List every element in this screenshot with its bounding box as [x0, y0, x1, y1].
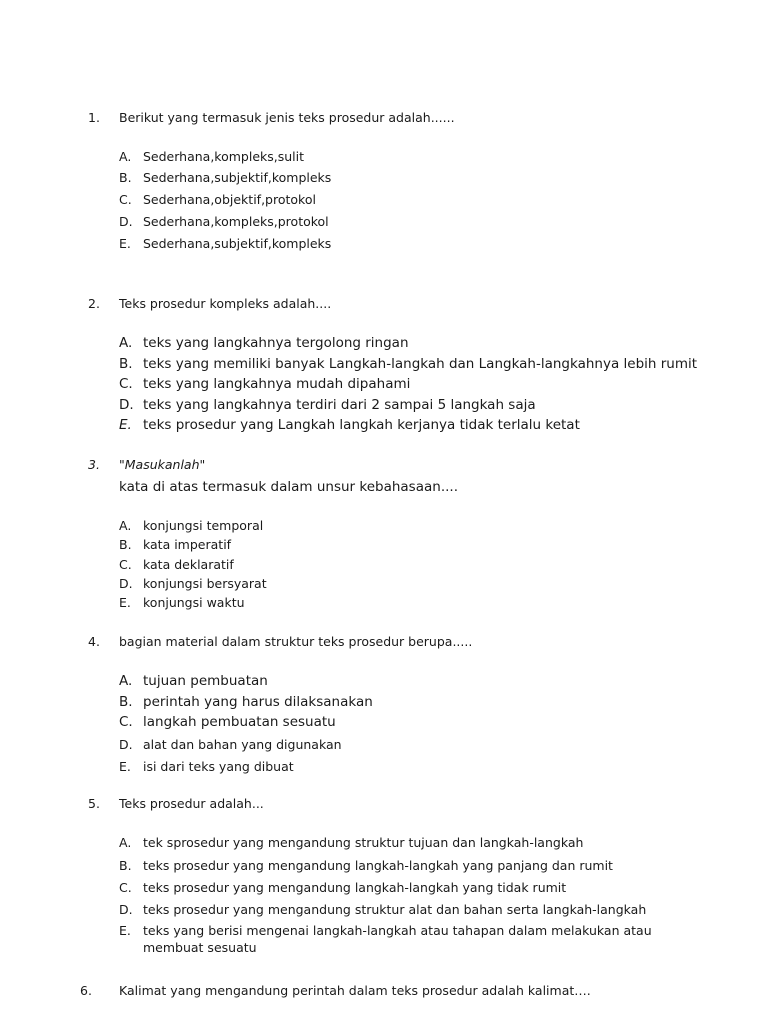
option-text: teks yang berisi mengenai langkah-langkah atau tahapan dalam melakukan atau — [143, 923, 652, 938]
question-4-option-e — [119, 759, 294, 774]
question-3-option-c — [119, 557, 234, 572]
option-letter: C. — [119, 880, 132, 895]
option-text: teks yang langkahnya terdiri dari 2 sampai 5 langkah saja — [143, 397, 536, 413]
option-text: teks yang langkahnya tergolong ringan — [143, 335, 409, 351]
option-letter: B. — [119, 356, 133, 372]
question-3-option-e — [119, 595, 245, 610]
option-letter: A. — [119, 673, 133, 689]
question-3-text: kata di atas termasuk dalam unsur kebahasaan.... — [119, 479, 458, 495]
question-3-option-d — [119, 576, 267, 591]
question-4-option-a — [119, 673, 268, 689]
question-1-option-e — [119, 236, 331, 251]
option-letter: E. — [119, 595, 131, 610]
option-letter: B. — [119, 537, 132, 552]
option-letter: B. — [119, 694, 133, 710]
option-letter: D. — [119, 397, 134, 413]
question-3-option-a — [119, 518, 263, 533]
question-6-text: Kalimat yang mengandung perintah dalam teks prosedur adalah kalimat…. — [119, 983, 591, 998]
option-text: teks prosedur yang mengandung langkah-langkah yang tidak rumit — [143, 880, 567, 895]
question-5-option-e — [119, 923, 652, 938]
option-letter: D. — [119, 902, 133, 917]
question-5-option-e-continuation: membuat sesuatu — [143, 940, 257, 955]
option-letter: E. — [119, 759, 131, 774]
option-text: konjungsi waktu — [143, 595, 245, 610]
question-4-option-d — [119, 737, 342, 752]
option-text: Sederhana,kompleks,protokol — [143, 214, 329, 229]
question-2-option-e — [119, 417, 580, 433]
question-1-option-d — [119, 214, 329, 229]
option-letter: A. — [119, 335, 133, 351]
option-text: konjungsi bersyarat — [143, 576, 267, 591]
option-letter: D. — [119, 214, 133, 229]
question-4-option-c — [119, 714, 336, 730]
option-text: kata imperatif — [143, 537, 232, 552]
option-letter: D. — [119, 576, 133, 591]
option-text: Sederhana,subjektif,kompleks — [143, 236, 332, 251]
option-text: perintah yang harus dilaksanakan — [143, 694, 373, 710]
question-6-number: 6. — [80, 983, 92, 998]
option-letter: C. — [119, 557, 132, 572]
option-letter: C. — [119, 192, 132, 207]
question-5-option-a — [119, 835, 583, 850]
question-4-text: bagian material dalam struktur teks prosedur berupa..... — [119, 634, 473, 649]
option-letter: C. — [119, 714, 133, 730]
question-5-option-c — [119, 880, 566, 895]
option-letter: A. — [119, 835, 132, 850]
question-2-number: 2. — [88, 296, 100, 311]
question-2-text: Teks prosedur kompleks adalah.... — [119, 296, 332, 311]
option-text: teks yang memiliki banyak Langkah-langkah dan Langkah-langkahnya lebih rumit — [143, 356, 698, 372]
option-text: teks prosedur yang mengandung struktur alat dan bahan serta langkah-langkah — [143, 902, 647, 917]
question-5-text: Teks prosedur adalah... — [119, 796, 264, 811]
option-text: teks prosedur yang mengandung langkah-langkah yang panjang dan rumit — [143, 858, 613, 873]
option-letter: C. — [119, 376, 133, 392]
option-text: Sederhana,subjektif,kompleks — [143, 170, 332, 185]
option-text: konjungsi temporal — [143, 518, 264, 533]
question-4-number: 4. — [88, 634, 100, 649]
option-letter: B. — [119, 170, 132, 185]
question-1-text: Berikut yang termasuk jenis teks prosedur adalah...... — [119, 110, 455, 125]
option-text: kata deklaratif — [143, 557, 234, 572]
question-2-option-b — [119, 356, 697, 372]
question-2-option-c — [119, 376, 410, 392]
question-5-number: 5. — [88, 796, 100, 811]
option-text: tek sprosedur yang mengandung struktur tujuan dan langkah-langkah — [143, 835, 584, 850]
option-text: Sederhana,objektif,protokol — [143, 192, 316, 207]
question-1-option-b — [119, 170, 331, 185]
question-5-option-b — [119, 858, 613, 873]
option-letter: E. — [119, 417, 132, 433]
option-text: teks prosedur yang Langkah langkah kerjanya tidak terlalu ketat — [143, 417, 580, 433]
question-1-option-a — [119, 149, 304, 164]
question-1-number: 1. — [88, 110, 100, 125]
option-text: teks yang langkahnya mudah dipahami — [143, 376, 411, 392]
question-5-option-d — [119, 902, 646, 917]
option-text: alat dan bahan yang digunakan — [143, 737, 342, 752]
option-letter: A. — [119, 518, 132, 533]
option-text: Sederhana,kompleks,sulit — [143, 149, 305, 164]
question-2-option-a — [119, 335, 409, 351]
option-letter: E. — [119, 923, 131, 938]
option-text: isi dari teks yang dibuat — [143, 759, 294, 774]
option-letter: D. — [119, 737, 133, 752]
option-letter: B. — [119, 858, 132, 873]
option-letter: E. — [119, 236, 131, 251]
question-1-option-c — [119, 192, 316, 207]
option-letter: A. — [119, 149, 132, 164]
option-text: langkah pembuatan sesuatu — [143, 714, 336, 730]
question-4-option-b — [119, 694, 373, 710]
option-text: tujuan pembuatan — [143, 673, 268, 689]
question-3-option-b — [119, 537, 231, 552]
question-3-number: 3. — [88, 457, 100, 472]
question-2-option-d — [119, 397, 536, 413]
question-3-quote: "Masukanlah" — [119, 457, 206, 472]
